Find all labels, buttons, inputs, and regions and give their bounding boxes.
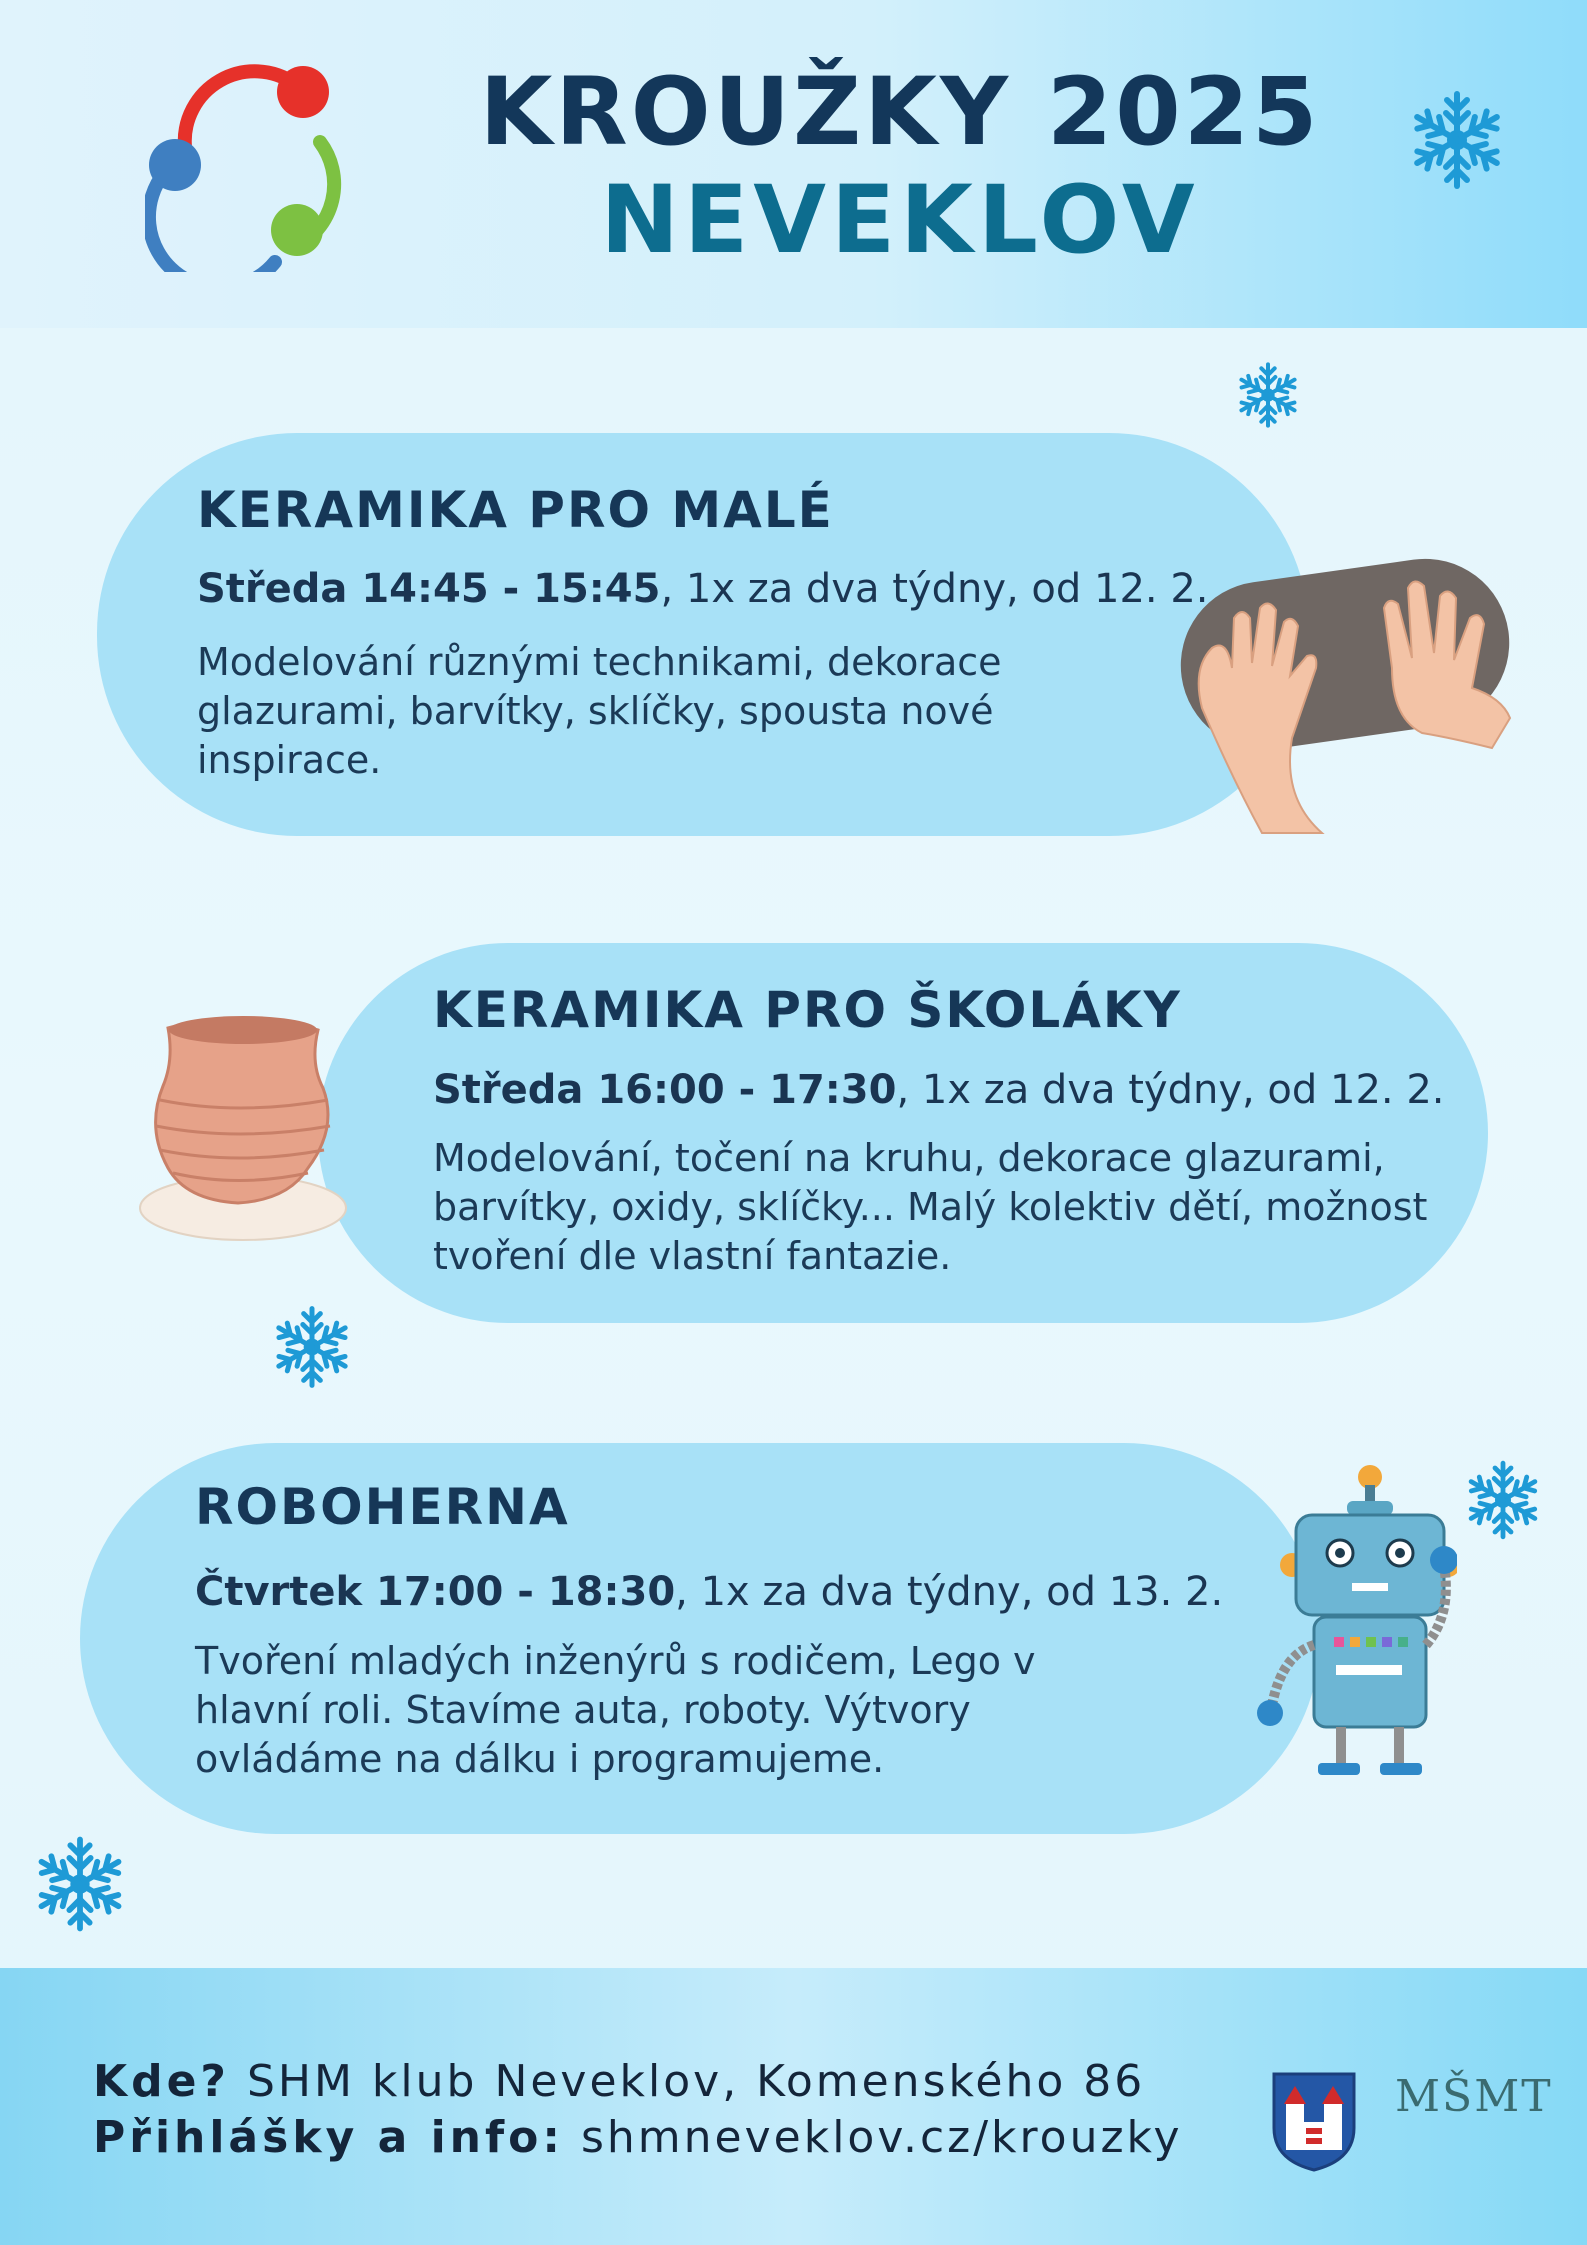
course-frequency: , 1x za dva týdny, od 12. 2. bbox=[660, 566, 1209, 612]
course-schedule bbox=[197, 564, 1208, 614]
page-subtitle: NEVEKLOV bbox=[600, 166, 1200, 275]
course-frequency: , 1x za dva týdny, od 12. 2. bbox=[896, 1067, 1445, 1113]
signup-label: Přihlášky a info: bbox=[93, 2112, 564, 2163]
course-description: Tvoření mladých inženýrů s rodičem, Lego v hlavní roli. Stavíme auta, roboty. Výtvory ovládáme na dálku i programujeme. bbox=[195, 1639, 1036, 1781]
course-day-time: Středa 14:45 - 15:45 bbox=[197, 566, 661, 612]
robot-icon bbox=[1252, 1465, 1457, 1785]
course-title: KERAMIKA PRO MALÉ bbox=[197, 481, 834, 539]
snowflake-icon bbox=[1228, 355, 1308, 435]
location-line bbox=[93, 2054, 1145, 2110]
page-title: KROUŽKY 2025 bbox=[479, 58, 1321, 167]
snowflake-icon bbox=[22, 1826, 138, 1942]
course-frequency: , 1x za dva týdny, od 13. 2. bbox=[675, 1569, 1224, 1615]
snowflake-icon bbox=[262, 1297, 362, 1397]
ministry-logo: MŠMT bbox=[1395, 2071, 1553, 2122]
course-title: KERAMIKA PRO ŠKOLÁKY bbox=[433, 981, 1182, 1039]
course-day-time: Čtvrtek 17:00 - 18:30 bbox=[195, 1569, 676, 1615]
course-description: Modelování různými technikami, dekorace glazurami, barvítky, sklíčky, spousta nové inspirace. bbox=[197, 640, 1002, 782]
organization-logo-icon bbox=[145, 62, 345, 272]
location-label: Kde? bbox=[93, 2056, 230, 2107]
course-day-time: Středa 16:00 - 17:30 bbox=[433, 1067, 897, 1113]
signup-link[interactable]: shmneveklov.cz/krouzky bbox=[580, 2112, 1183, 2163]
course-schedule bbox=[195, 1567, 1223, 1617]
snowflake-icon bbox=[1397, 80, 1517, 200]
course-schedule bbox=[433, 1065, 1444, 1115]
course-description: Modelování, točení na kruhu, dekorace glazurami, barvítky, oxidy, sklíčky... Malý kolektiv dětí, možnost tvoření dle vlastní fantazie. bbox=[433, 1136, 1428, 1278]
clay-hands-icon bbox=[1172, 548, 1520, 838]
location-value: SHM klub Neveklov, Komenského 86 bbox=[246, 2056, 1146, 2107]
signup-line bbox=[93, 2110, 1183, 2166]
snowflake-icon bbox=[1455, 1452, 1551, 1548]
town-crest-icon bbox=[1270, 2070, 1358, 2172]
course-title: ROBOHERNA bbox=[195, 1478, 570, 1536]
clay-pot-icon bbox=[138, 1008, 353, 1248]
